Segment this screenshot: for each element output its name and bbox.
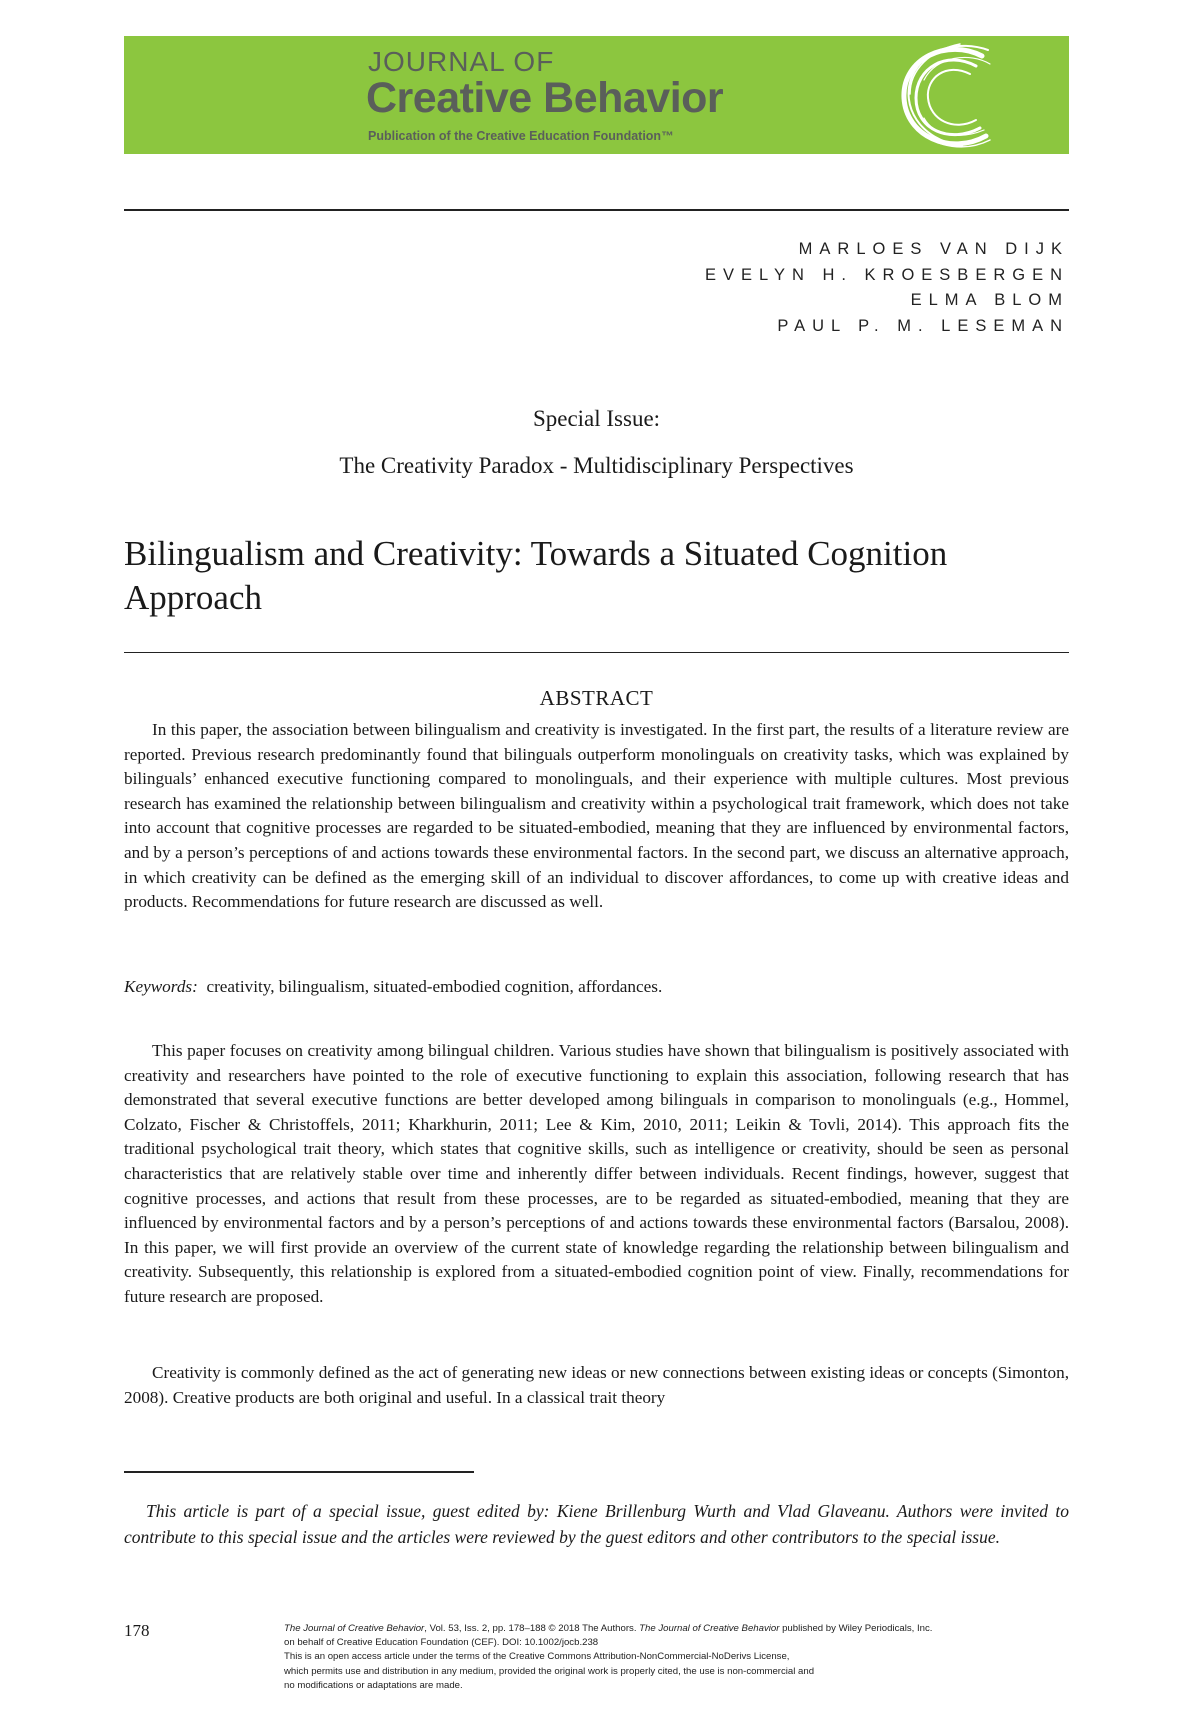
- footer-line: which permits use and distribution in any medium, provided the original work is properly cited, the use is non-commercial and: [284, 1665, 815, 1677]
- journal-name: Creative Behavior: [366, 74, 724, 122]
- journal-logo-icon: [890, 40, 1000, 154]
- footnote: This article is part of a special issue, guest edited by: Kiene Brillenburg Wurth and Vlad Glaveanu. Authors were invited to contribute to this special issue and the articles were reviewed by the guest editors and other contributors to the special issue.: [124, 1501, 1069, 1547]
- footer-publisher: published by Wiley Periodicals, Inc.: [779, 1623, 933, 1634]
- keywords-label: Keywords:: [124, 977, 198, 996]
- abstract-text: In this paper, the association between bilingualism and creativity is investigated. In the first part, the results of a literature review are reported. Previous research predominantly found that bilinguals outperform monolinguals on creativity tasks, which was explained by bilinguals’ enhanced executive functioning compared to monolinguals, and their experience with multiple cultures. Most previous research has examined the relationship between bilingualism and creativity within a psychological trait framework, which does not take into account that cognitive processes are regarded to be situated-embodied, meaning that they are influenced by environmental factors, and by a person’s perceptions of and actions towards these environmental factors. In the second part, we discuss an alternative approach, in which creativity can be defined as the emerging skill of an individual to discover affordances, to come up with creative ideas and products. Recommendations for future research are discussed as well.: [124, 720, 1069, 912]
- journal-banner: [124, 36, 1069, 154]
- author-name: ELMA BLOM: [910, 291, 1069, 309]
- body-paragraph: This paper focuses on creativity among bilingual children. Various studies have shown that bilingualism is positively associated with creativity and researchers have pointed to the role of executive functioning to explain this association, following research that has demonstrated that several executive functions are better developed among bilinguals in comparison to monolinguals (e.g., Hommel, Colzato, Fischer & Christoffels, 2011; Kharkhurin, 2011; Lee & Kim, 2010, 2011; Leikin & Tovli, 2014). This approach fits the traditional psychological trait theory, which states that cognitive skills, such as intelligence or creativity, should be seen as personal characteristics that are relatively stable over time and inherently differ between individuals. Recent findings, however, suggest that cognitive processes, and actions that result from these processes, are to be regarded as situated-embodied, meaning that they are influenced by environmental factors and by a person’s perceptions of and actions towards these environmental factors (Barsalou, 2008). In this paper, we will first provide an overview of the current state of knowledge regarding the relationship between bilingualism and creativity. Subsequently, this relationship is explored from a situated-embodied cognition point of view. Finally, recommendations for future research are proposed.: [124, 1041, 1069, 1306]
- footer-line: on behalf of Creative Education Foundation (CEF). DOI: 10.1002/jocb.238: [284, 1637, 599, 1649]
- author-name: EVELYN H. KROESBERGEN: [704, 265, 1069, 284]
- keywords-text: creativity, bilingualism, situated-embodied cognition, affordances.: [206, 977, 663, 996]
- special-issue-label: Special Issue:: [532, 406, 661, 431]
- author-list: [705, 237, 1069, 339]
- footnote-rule: [124, 1471, 474, 1473]
- page-number: 178: [124, 1621, 150, 1640]
- copyright-footer: [284, 1622, 1069, 1693]
- journal-publisher: Publication of the Creative Education Foundation™: [368, 129, 674, 143]
- keywords: [124, 975, 1069, 999]
- author-name: PAUL P. M. LESEMAN: [777, 316, 1069, 335]
- footer-line: This is an open access article under the terms of the Creative Commons Attribution-NonCommercial-NoDerivs License,: [284, 1651, 790, 1663]
- article-title: Bilingualism and Creativity: Towards a Situated Cognition Approach: [124, 534, 948, 617]
- footer-line: [284, 1622, 1069, 1636]
- header-rule: [124, 209, 1069, 211]
- footer-line: no modifications or adaptations are made.: [284, 1679, 463, 1691]
- body-paragraph: Creativity is commonly defined as the act of generating new ideas or new connections between existing ideas or concepts (Simonton, 2008). Creative products are both original and useful. In a classical trait theory: [124, 1363, 1069, 1407]
- title-rule: [124, 652, 1069, 653]
- journal-name-prefix: JOURNAL OF: [368, 46, 555, 77]
- footer-citation: , Vol. 53, Iss. 2, pp. 178–188 © 2018 The Authors.: [424, 1623, 640, 1634]
- author-name: MARLOES VAN DIJK: [798, 240, 1069, 258]
- abstract-heading: ABSTRACT: [539, 686, 654, 710]
- footer-journal: The Journal of Creative Behavior: [284, 1623, 425, 1634]
- footer-journal: The Journal of Creative Behavior: [639, 1623, 780, 1634]
- special-issue-title: The Creativity Paradox - Multidisciplinary Perspectives: [339, 453, 854, 478]
